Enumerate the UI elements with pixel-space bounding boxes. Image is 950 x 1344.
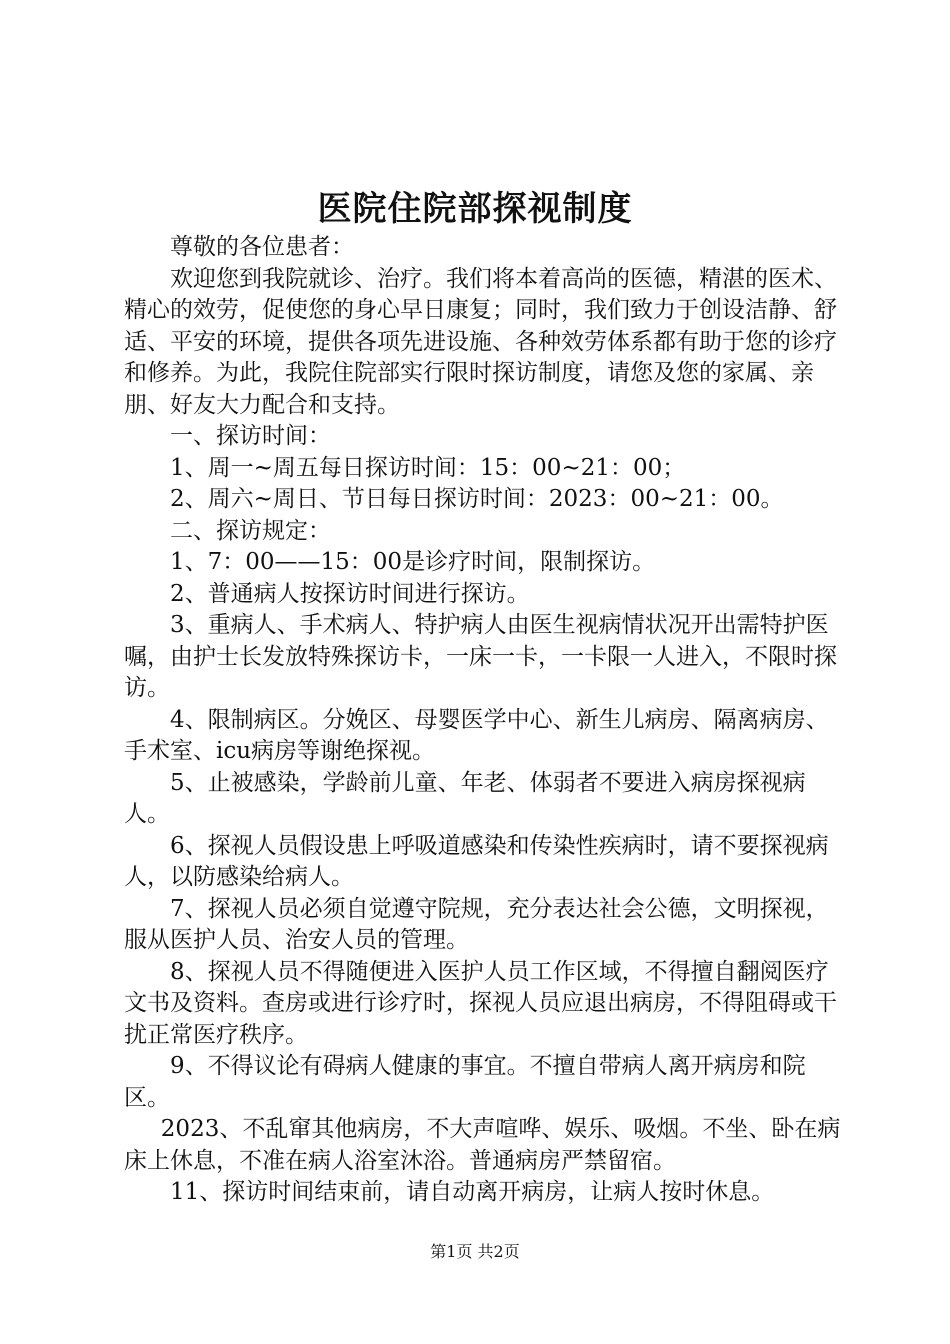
- rule-item-9: 9、不得议论有碍病人健康的事宜。不擅自带病人离开病房和院区。: [124, 1053, 806, 1111]
- rule-item-11: 11、探访时间结束前，请自动离开病房，让病人按时休息。: [170, 1179, 775, 1205]
- rule-item-2: 2、普通病人按探访时间进行探访。: [170, 580, 530, 607]
- section-heading-visit-rules: 二、探访规定：: [170, 517, 331, 544]
- rule-item-10: 2023、不乱窜其他病房，不大声喧哗、娱乐、吸烟。不坐、卧在病床上休息，不准在病人浴室沐浴。普通病房严禁留宿。: [124, 1116, 841, 1174]
- rule-item-5: 5、止被感染，学龄前儿童、年老、体弱者不要进入病房探视病人。: [124, 769, 806, 827]
- document-title: 医院住院部探视制度: [317, 189, 633, 229]
- salutation: 尊敬的各位患者：: [170, 234, 354, 260]
- intro-paragraph: 欢迎您到我院就诊、治疗。我们将本着高尚的医德，精湛的医术、精心的效劳，促使您的身心早日康复；同时，我们致力于创设洁静、舒适、平安的环境，提供各项先进设施、各种效劳体系都有助于您的诊疗和修养。为此，我院住院部实行限时探访制度，请您及您的家属、亲朋、好友大力配合和支持。: [124, 265, 837, 418]
- page-number-footer: 第1页 共2页: [430, 1242, 520, 1261]
- rule-item-1: 1、7：00——15：00是诊疗时间，限制探访。: [170, 549, 656, 575]
- document-body: [124, 232, 844, 1209]
- rule-item-4: 4、限制病区。分娩区、母婴医学中心、新生儿病房、隔离病房、手术室、icu病房等谢绝探视。: [124, 706, 829, 764]
- rule-item-3: 3、重病人、手术病人、特护病人由医生视病情状况开出需特护医嘱，由护士长发放特殊探访卡，一床一卡，一卡限一人进入，不限时探访。: [124, 612, 837, 701]
- rule-item-7: 7、探视人员必须自觉遵守院规，充分表达社会公德，文明探视，服从医护人员、治安人员的管理。: [124, 895, 829, 953]
- rule-item-8: 8、探视人员不得随便进入医护人员工作区域，不得擅自翻阅医疗文书及资料。查房或进行诊疗时，探视人员应退出病房，不得阻碍或干扰正常医疗秩序。: [124, 958, 837, 1048]
- visit-time-item-2: 2、周六~周日、节日每日探访时间：2023：00~21：00。: [170, 486, 784, 512]
- rule-item-6: 6、探视人员假设患上呼吸道感染和传染性疾病时，请不要探视病人，以防感染给病人。: [124, 832, 829, 890]
- visit-time-item-1: 1、周一~周五每日探访时间：15：00~21：00；: [170, 454, 686, 481]
- section-heading-visit-time: 一、探访时间：: [170, 423, 331, 449]
